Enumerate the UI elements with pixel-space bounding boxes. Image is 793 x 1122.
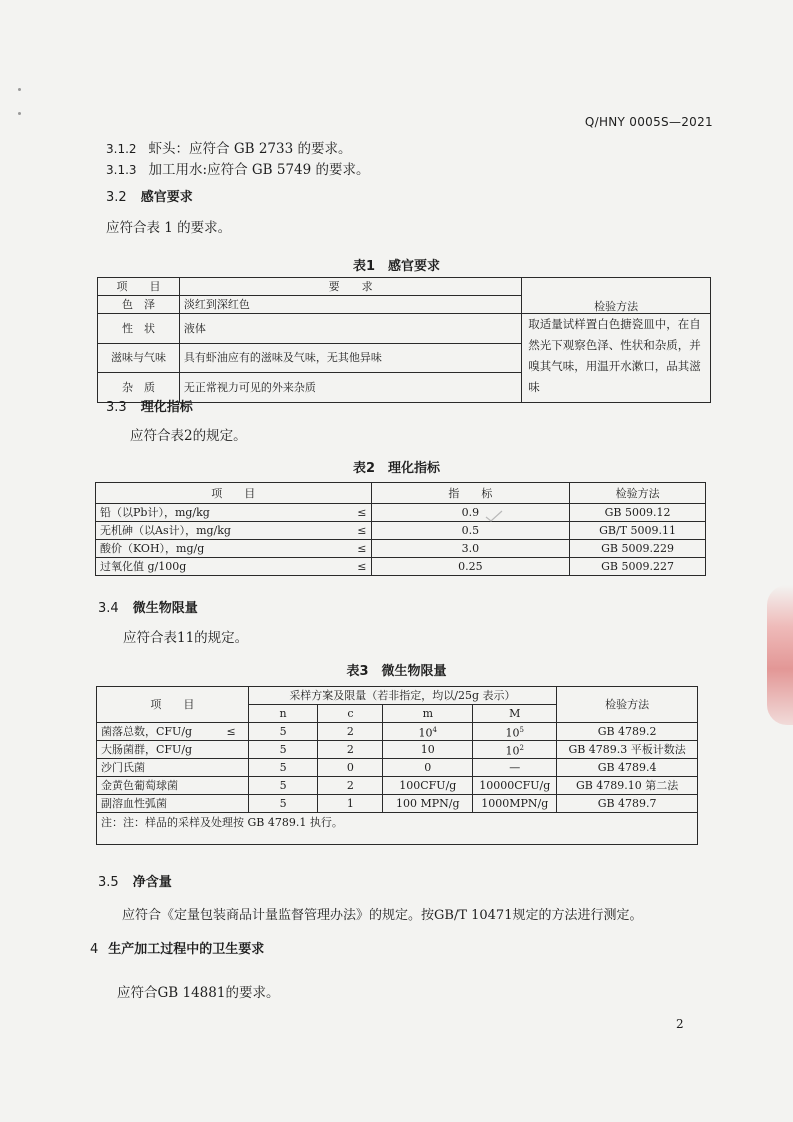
section-heading-3-5 (98, 871, 172, 890)
page-number: 2 (676, 1017, 684, 1031)
table1-header-requirement: 要 求 (179, 278, 521, 296)
table2-caption: 表2 理化指标 (352, 461, 441, 476)
table2-cell-method: GB 5009.229 (570, 540, 706, 558)
table3-cell-M (473, 741, 557, 759)
table1-cell-item: 杂 质 (98, 373, 180, 403)
item-label: 酸价（KOH），mg/g (100, 542, 205, 555)
table2-cell-method: GB/T 5009.11 (570, 522, 706, 540)
item-label: 金黄色葡萄球菌 (101, 779, 178, 792)
table3 (96, 686, 698, 845)
table1-cell-method: 取适量试样置白色搪瓷皿中，在自然光下观察色泽、性状和杂质，并嗅其气味，用温开水漱口，品其滋味 (522, 314, 711, 403)
table2-cell-method: GB 5009.12 (570, 504, 706, 522)
table3-cell-M: — (473, 759, 557, 777)
table2 (95, 482, 706, 576)
section-heading-3-4 (98, 597, 198, 616)
table3-cell-method: GB 4789.10 第二法 (557, 777, 698, 795)
table2-cell-value: 0.5 (371, 522, 570, 540)
section-heading-3-2 (106, 186, 193, 205)
clause-text: 加工用水:应符合 GB 5749 的要求。 (148, 162, 370, 178)
table3-cell-item (97, 723, 249, 741)
table3-cell-item (97, 777, 249, 795)
section-number: 3.3 (106, 400, 127, 415)
section-body-3-2: 应符合表 1 的要求。 (106, 220, 232, 236)
section-title: 感官要求 (140, 190, 193, 205)
table3-cell-n: 5 (248, 795, 318, 813)
clause-number: 3.1.2 (106, 142, 137, 156)
item-label: 大肠菌群，CFU/g (101, 743, 193, 756)
section-body-3-4: 应符合表11的规定。 (123, 630, 249, 646)
table1-caption: 表1 感官要求 (352, 259, 441, 274)
table2-header-value: 指 标 (371, 483, 570, 504)
table3-cell-c: 2 (318, 777, 383, 795)
table3-note: 注：注：样品的采样及处理按 GB 4789.1 执行。 (97, 813, 698, 845)
table1-cell-item: 滋味与气味 (98, 343, 180, 373)
check-mark-icon (485, 510, 503, 522)
le-symbol: ≤ (357, 542, 367, 555)
table3-cell-item (97, 795, 249, 813)
table2-cell-item (96, 540, 372, 558)
table3-sub-n: n (248, 705, 318, 723)
item-label: 过氧化值 g/100g (100, 560, 187, 573)
value-exponent: 2 (519, 743, 524, 752)
table1-cell-requirement: 无正常视力可见的外来杂质 (179, 373, 521, 403)
table-row (96, 504, 706, 522)
section-number: 3.5 (98, 875, 119, 890)
table3-cell-method: GB 4789.3 平板计数法 (557, 741, 698, 759)
table3-cell-method: GB 4789.2 (557, 723, 698, 741)
table3-cell-M: 1000MPN/g (473, 795, 557, 813)
section-title: 理化指标 (140, 400, 193, 415)
section-number: 3.4 (98, 601, 119, 616)
table3-cell-M: 10000CFU/g (473, 777, 557, 795)
table1-cell-item: 色 泽 (98, 296, 180, 314)
table3-cell-c: 2 (318, 723, 383, 741)
table-row (97, 741, 698, 759)
clause-number: 3.1.3 (106, 163, 137, 177)
binding-mark (18, 88, 21, 91)
le-symbol: ≤ (357, 506, 367, 519)
table2-cell-method: GB 5009.227 (570, 558, 706, 576)
table-row (97, 759, 698, 777)
item-label: 沙门氏菌 (101, 761, 145, 774)
item-label: 副溶血性弧菌 (101, 797, 167, 810)
table3-cell-m: 100CFU/g (383, 777, 473, 795)
table3-header-item: 项 目 (97, 687, 249, 723)
le-symbol: ≤ (226, 725, 236, 738)
table-row (97, 795, 698, 813)
table3-sub-c: c (318, 705, 383, 723)
table3-caption: 表3 微生物限量 (346, 664, 447, 679)
table1-cell-requirement: 具有虾油应有的滋味及气味，无其他异味 (179, 343, 521, 373)
table-row (96, 558, 706, 576)
table3-header-plan: 采样方案及限量（若非指定，均以/25g 表示） (248, 687, 557, 705)
standard-code: Q/HNY 0005S—2021 (584, 115, 713, 129)
item-label: 无机砷（以As计），mg/kg (100, 524, 231, 537)
table2-header-item: 项 目 (96, 483, 372, 504)
le-symbol: ≤ (357, 524, 367, 537)
table3-header-method: 检验方法 (557, 687, 698, 723)
table3-cell-n: 5 (248, 741, 318, 759)
value-base: 10 (505, 744, 520, 758)
table3-cell-m (383, 723, 473, 741)
table2-cell-item (96, 558, 372, 576)
section-body-3-5: 应符合《定量包装商品计量监督管理办法》的规定。按GB/T 10471规定的方法进行测定。 (122, 908, 643, 923)
value-exponent: 5 (519, 725, 524, 734)
table2-cell-value: 3.0 (371, 540, 570, 558)
table1-cell-requirement: 淡红到深红色 (179, 296, 521, 314)
table3-cell-method: GB 4789.4 (557, 759, 698, 777)
section-body-3-3: 应符合表2的规定。 (130, 428, 247, 444)
table-row (96, 522, 706, 540)
table2-cell-value: 0.25 (371, 558, 570, 576)
section-heading-4 (90, 938, 264, 957)
section-title: 净含量 (132, 875, 172, 890)
value-exponent: 4 (432, 725, 438, 734)
section-title: 生产加工过程中的卫生要求 (108, 942, 265, 957)
table1-cell-item: 性 状 (98, 314, 180, 344)
table3-sub-M: M (473, 705, 557, 723)
table2-cell-item (96, 522, 372, 540)
table3-cell-n: 5 (248, 759, 318, 777)
table-row (97, 777, 698, 795)
table2-cell-value: 0.9 (371, 504, 570, 522)
value-base: 10 (418, 726, 433, 740)
table2-cell-item (96, 504, 372, 522)
value-base: 10 (420, 743, 435, 756)
table3-cell-method: GB 4789.7 (557, 795, 698, 813)
section-number: 3.2 (106, 190, 127, 205)
table1-header-method: 检验方法 (522, 278, 711, 314)
table-row (96, 540, 706, 558)
table3-cell-c: 2 (318, 741, 383, 759)
table3-cell-m (383, 741, 473, 759)
value-base: 10 (505, 726, 520, 740)
table3-cell-c: 1 (318, 795, 383, 813)
clause-text: 虾头：应符合 GB 2733 的要求。 (148, 141, 352, 157)
section-body-4: 应符合GB 14881的要求。 (117, 985, 280, 1001)
section-heading-3-3 (106, 396, 193, 415)
clause-3-1-2 (106, 137, 351, 157)
table3-cell-m: 100 MPN/g (383, 795, 473, 813)
seal-stamp-edge (767, 585, 793, 725)
table3-sub-m: m (383, 705, 473, 723)
clause-3-1-3 (106, 158, 370, 178)
section-title: 微生物限量 (132, 601, 198, 616)
table-row (97, 723, 698, 741)
table3-cell-item (97, 759, 249, 777)
table3-cell-item (97, 741, 249, 759)
binding-mark (18, 112, 21, 115)
le-symbol: ≤ (357, 560, 367, 573)
table3-cell-c: 0 (318, 759, 383, 777)
item-label: 铅（以Pb计），mg/kg (100, 506, 210, 519)
table3-cell-n: 5 (248, 723, 318, 741)
table1 (97, 277, 711, 403)
table1-header-item: 项 目 (98, 278, 180, 296)
section-number: 4 (90, 942, 99, 957)
table1-cell-requirement: 液体 (179, 314, 521, 344)
table3-cell-M (473, 723, 557, 741)
table3-cell-m: 0 (383, 759, 473, 777)
table2-header-method: 检验方法 (570, 483, 706, 504)
item-label: 菌落总数，CFU/g (101, 725, 193, 738)
table3-cell-n: 5 (248, 777, 318, 795)
